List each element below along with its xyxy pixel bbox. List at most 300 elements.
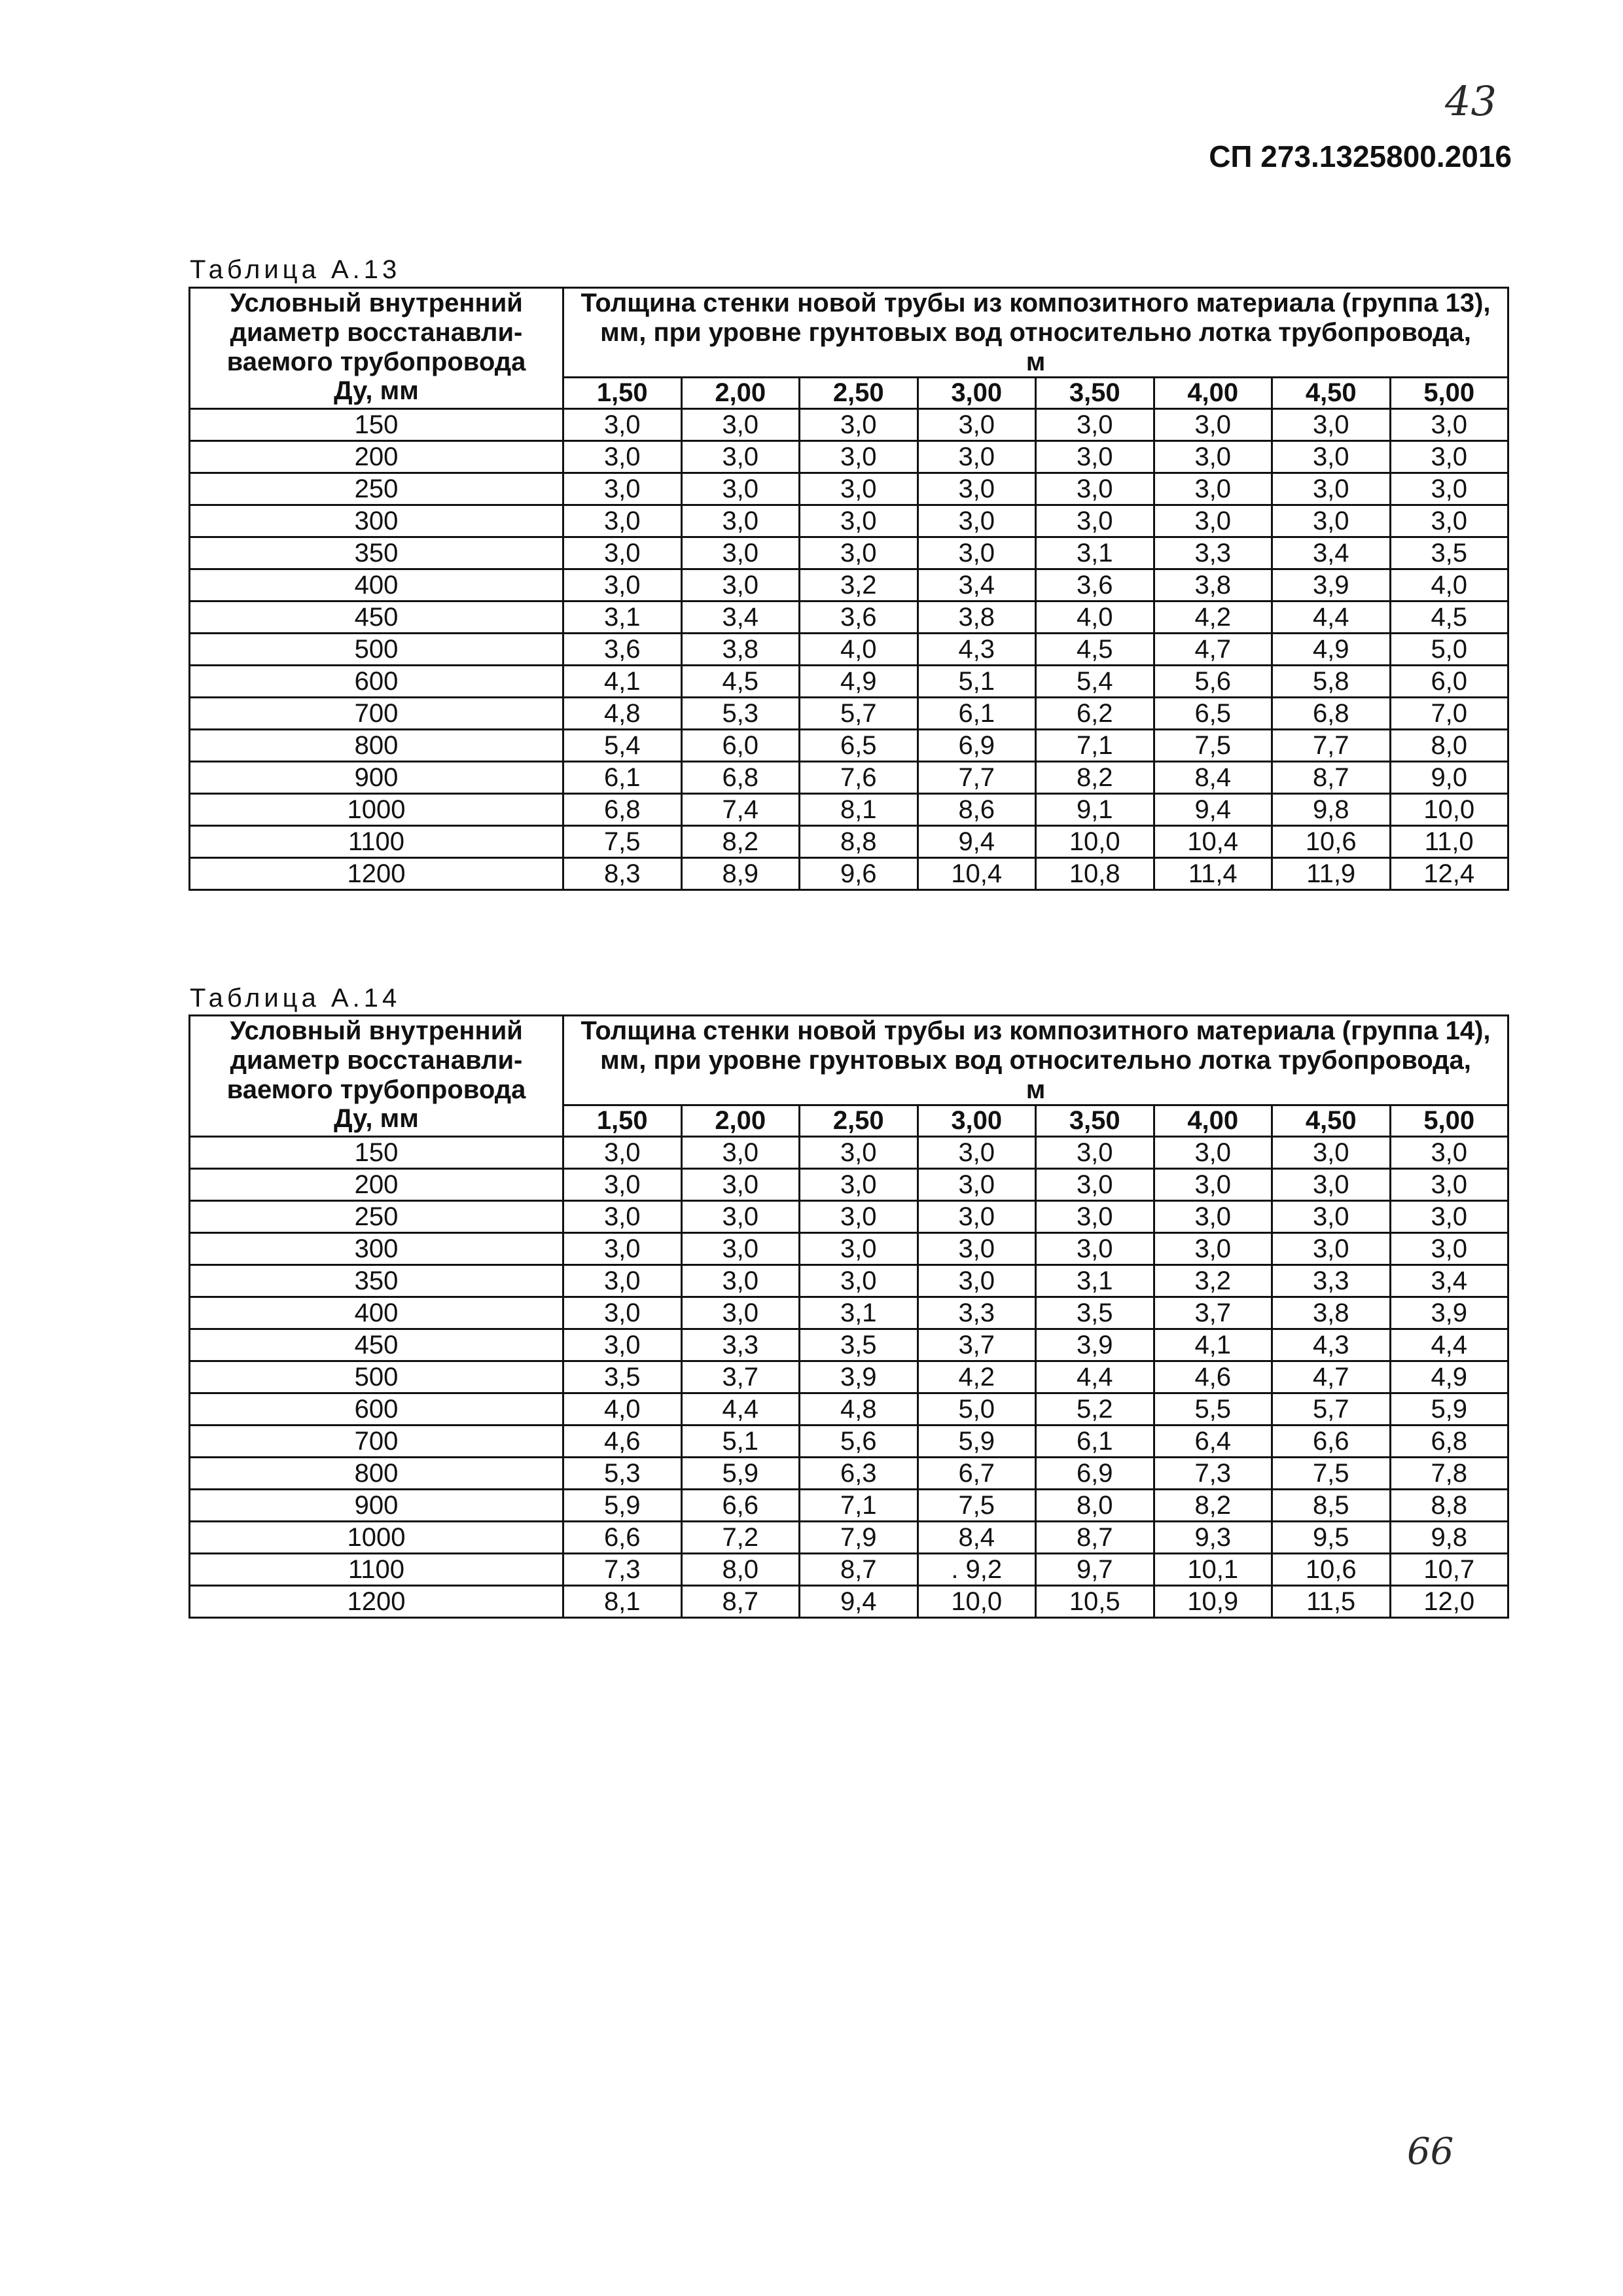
thickness-cell: 8,0 [1390,730,1508,762]
thickness-cell: 10,0 [918,1586,1036,1618]
thickness-cell: 7,0 [1390,698,1508,730]
group-header-text: Толщина стенки новой трубы из композитного материала (группа 14), мм, при [580,1016,1491,1075]
thickness-cell: 4,3 [1272,1329,1391,1361]
thickness-cell: 6,8 [563,794,682,826]
thickness-cell: 10,6 [1272,826,1391,858]
thickness-cell: 11,0 [1390,826,1508,858]
thickness-cell: 8,2 [681,826,800,858]
thickness-cell: 5,1 [681,1426,800,1458]
thickness-cell: 7,3 [1154,1458,1272,1490]
thickness-cell: 3,8 [681,634,800,666]
thickness-cell: 7,6 [800,762,918,794]
thickness-cell: 6,5 [1154,698,1272,730]
thickness-cell: 4,1 [563,666,682,698]
table-row [190,1361,1508,1393]
thickness-cell: 5,6 [1154,666,1272,698]
thickness-cell: 4,0 [800,634,918,666]
thickness-cell: 3,0 [1272,1233,1391,1265]
thickness-cell: 3,0 [918,1137,1036,1169]
thickness-cell: 3,0 [1154,441,1272,473]
group-header-thickness [563,288,1508,378]
diameter-cell: 900 [190,762,563,794]
thickness-cell: 4,4 [1272,601,1391,634]
thickness-cell: 6,2 [1036,698,1154,730]
thickness-cell: 6,8 [1390,1426,1508,1458]
diameter-cell: 400 [190,1297,563,1329]
thickness-cell: 6,1 [1036,1426,1154,1458]
thickness-cell: 9,1 [1036,794,1154,826]
thickness-cell: 4,8 [563,698,682,730]
table-row [190,441,1508,473]
thickness-cell: 4,9 [1390,1361,1508,1393]
diameter-cell: 500 [190,634,563,666]
thickness-cell: 6,0 [681,730,800,762]
level-header-cell: 2,00 [681,1105,800,1137]
thickness-cell: 3,0 [563,1265,682,1297]
group-header-unit: м [1026,1075,1046,1104]
thickness-cell: 3,9 [800,1361,918,1393]
thickness-cell: 3,1 [1036,537,1154,569]
table-row [190,505,1508,537]
group-header-text: Толщина стенки новой трубы из композитного материала (группа 13), мм, при [580,289,1491,347]
thickness-cell: 8,8 [1390,1490,1508,1522]
thickness-cell: 8,7 [1036,1522,1154,1554]
thickness-cell: 7,7 [918,762,1036,794]
thickness-cell: 3,0 [800,441,918,473]
table-row [190,1169,1508,1201]
diameter-cell: 200 [190,1169,563,1201]
level-header-cell: 4,50 [1272,1105,1391,1137]
table-row [190,1458,1508,1490]
thickness-cell: 6,5 [800,730,918,762]
thickness-cell: 3,3 [681,1329,800,1361]
thickness-cell: 5,9 [918,1426,1036,1458]
diameter-cell: 400 [190,569,563,601]
thickness-cell: 3,0 [563,1297,682,1329]
table-caption: Таблица А.14 [190,984,401,1013]
table-row [190,1329,1508,1361]
thickness-cell: 8,8 [800,826,918,858]
thickness-cell: 3,5 [563,1361,682,1393]
thickness-cell: 5,8 [1272,666,1391,698]
thickness-cell: 3,8 [1272,1297,1391,1329]
diameter-cell: 150 [190,409,563,441]
table-a14 [188,1014,1509,1619]
table-row [190,1265,1508,1297]
thickness-cell: 3,9 [1272,569,1391,601]
thickness-cell: 3,3 [1154,537,1272,569]
diameter-cell: 300 [190,1233,563,1265]
thickness-cell: 6,6 [681,1490,800,1522]
thickness-cell: 3,0 [1272,1169,1391,1201]
thickness-cell: 3,0 [681,1297,800,1329]
thickness-cell: 3,0 [681,1265,800,1297]
thickness-cell: 3,0 [563,473,682,505]
thickness-cell: 3,0 [1272,473,1391,505]
thickness-cell: 4,6 [1154,1361,1272,1393]
thickness-cell: 8,2 [1036,762,1154,794]
thickness-cell: 5,3 [563,1458,682,1490]
level-header-cell: 5,00 [1390,1105,1508,1137]
level-header-cell: 1,50 [563,1105,682,1137]
thickness-cell: 3,0 [1154,409,1272,441]
thickness-cell: 9,4 [918,826,1036,858]
thickness-cell: 10,7 [1390,1554,1508,1586]
level-header-cell: 2,50 [800,1105,918,1137]
thickness-cell: 8,6 [918,794,1036,826]
thickness-cell: 3,0 [1390,441,1508,473]
thickness-cell: 8,2 [1154,1490,1272,1522]
thickness-cell: 8,1 [800,794,918,826]
thickness-cell: 3,0 [800,1265,918,1297]
thickness-cell: 5,3 [681,698,800,730]
thickness-cell: 3,0 [918,1201,1036,1233]
thickness-cell: 9,4 [1154,794,1272,826]
thickness-cell: 3,0 [918,1233,1036,1265]
thickness-cell: 7,8 [1390,1458,1508,1490]
header-row [190,1016,1508,1105]
row-header-line: Условный внутренний [230,1016,523,1045]
thickness-cell: 3,0 [1390,1201,1508,1233]
thickness-cell: 6,1 [918,698,1036,730]
diameter-cell: 800 [190,730,563,762]
thickness-cell: 6,8 [681,762,800,794]
thickness-cell: 3,0 [1036,409,1154,441]
thickness-cell: 3,0 [681,1137,800,1169]
thickness-cell: 5,5 [1154,1393,1272,1426]
thickness-cell: 3,0 [918,1169,1036,1201]
thickness-cell: 3,0 [1390,1233,1508,1265]
thickness-cell: 3,0 [1036,505,1154,537]
thickness-cell: 4,0 [1390,569,1508,601]
thickness-cell: 4,7 [1272,1361,1391,1393]
table-row [190,698,1508,730]
thickness-cell: 7,7 [1272,730,1391,762]
group-header-bold-text: уровне грунтовых вод относительно лотка трубопровода, [708,317,1471,347]
thickness-cell: 4,9 [800,666,918,698]
thickness-cell: 12,4 [1390,858,1508,890]
thickness-cell: 5,7 [800,698,918,730]
thickness-cell: 3,0 [1272,505,1391,537]
thickness-cell: 3,0 [681,569,800,601]
thickness-cell: 8,4 [1154,762,1272,794]
thickness-cell: 5,9 [1390,1393,1508,1426]
thickness-cell: 3,6 [1036,569,1154,601]
thickness-cell: 3,0 [1272,409,1391,441]
group-header-unit: м [1026,347,1046,376]
thickness-cell: 3,3 [918,1297,1036,1329]
thickness-cell: 6,7 [918,1458,1036,1490]
diameter-cell: 1000 [190,1522,563,1554]
thickness-cell: 3,0 [563,1233,682,1265]
thickness-cell: 7,9 [800,1522,918,1554]
thickness-cell: 4,2 [918,1361,1036,1393]
thickness-cell: 9,5 [1272,1522,1391,1554]
diameter-cell: 600 [190,666,563,698]
thickness-cell: 10,5 [1036,1586,1154,1618]
thickness-cell: 10,0 [1036,826,1154,858]
diameter-cell: 200 [190,441,563,473]
thickness-cell: 3,0 [918,505,1036,537]
table-row [190,537,1508,569]
thickness-cell: 4,6 [563,1426,682,1458]
thickness-cell: 10,8 [1036,858,1154,890]
thickness-cell: 6,3 [800,1458,918,1490]
thickness-cell: 5,9 [681,1458,800,1490]
thickness-cell: 3,0 [1154,1169,1272,1201]
table-row [190,794,1508,826]
thickness-cell: 3,0 [681,1201,800,1233]
thickness-cell: 9,8 [1272,794,1391,826]
thickness-cell: 3,0 [918,441,1036,473]
thickness-cell: 4,7 [1154,634,1272,666]
table-a13 [188,287,1509,891]
level-header-cell: 3,50 [1036,378,1154,409]
level-header-cell: 2,00 [681,378,800,409]
thickness-cell: 10,0 [1390,794,1508,826]
thickness-cell: 3,0 [1390,409,1508,441]
thickness-cell: 6,9 [918,730,1036,762]
thickness-cell: 3,0 [563,1201,682,1233]
thickness-cell: 8,7 [800,1554,918,1586]
thickness-cell: 3,0 [563,505,682,537]
table-row [190,1426,1508,1458]
thickness-cell: 3,0 [681,473,800,505]
thickness-cell: . 9,2 [918,1554,1036,1586]
thickness-cell: 6,4 [1154,1426,1272,1458]
diameter-cell: 1200 [190,858,563,890]
thickness-cell: 3,0 [918,409,1036,441]
table-row [190,858,1508,890]
thickness-cell: 7,3 [563,1554,682,1586]
thickness-cell: 4,4 [1390,1329,1508,1361]
thickness-cell: 3,5 [800,1329,918,1361]
diameter-cell: 1100 [190,826,563,858]
thickness-cell: 3,0 [1036,1233,1154,1265]
table-row [190,1233,1508,1265]
table-row [190,1297,1508,1329]
diameter-cell: 1100 [190,1554,563,1586]
thickness-cell: 3,0 [563,537,682,569]
thickness-cell: 3,4 [681,601,800,634]
level-header-cell: 4,00 [1154,378,1272,409]
row-header-diameter [190,288,563,409]
thickness-cell: 7,5 [1272,1458,1391,1490]
thickness-cell: 4,5 [681,666,800,698]
thickness-cell: 7,2 [681,1522,800,1554]
thickness-cell: 3,3 [1272,1265,1391,1297]
thickness-cell: 11,5 [1272,1586,1391,1618]
thickness-cell: 5,4 [563,730,682,762]
thickness-cell: 5,0 [918,1393,1036,1426]
thickness-cell: 9,7 [1036,1554,1154,1586]
row-header-line: диаметр восстанавли- [230,1045,523,1075]
thickness-cell: 6,0 [1390,666,1508,698]
thickness-cell: 5,1 [918,666,1036,698]
thickness-cell: 3,0 [800,537,918,569]
table-row [190,1137,1508,1169]
thickness-cell: 3,0 [1154,473,1272,505]
thickness-cell: 5,2 [1036,1393,1154,1426]
thickness-cell: 3,6 [563,634,682,666]
handwritten-page-number-bottom: 66 [1407,2130,1454,2173]
document-code: СП 273.1325800.2016 [1209,139,1512,173]
diameter-cell: 1000 [190,794,563,826]
thickness-cell: 9,8 [1390,1522,1508,1554]
thickness-cell: 8,7 [681,1586,800,1618]
diameter-cell: 700 [190,698,563,730]
row-header-diameter [190,1016,563,1137]
thickness-cell: 4,5 [1390,601,1508,634]
thickness-cell: 3,0 [563,569,682,601]
thickness-cell: 4,5 [1036,634,1154,666]
thickness-cell: 3,1 [800,1297,918,1329]
level-header-cell: 4,50 [1272,378,1391,409]
table-caption: Таблица А.13 [190,255,401,284]
thickness-cell: 3,0 [681,1169,800,1201]
header-row [190,288,1508,378]
thickness-cell: 3,0 [800,1201,918,1233]
thickness-cell: 3,0 [800,1233,918,1265]
thickness-cell: 4,0 [563,1393,682,1426]
thickness-cell: 3,0 [1036,441,1154,473]
thickness-cell: 3,0 [681,441,800,473]
thickness-cell: 3,0 [681,505,800,537]
thickness-cell: 3,9 [1036,1329,1154,1361]
thickness-cell: 8,0 [1036,1490,1154,1522]
thickness-cell: 3,5 [1390,537,1508,569]
thickness-cell: 9,3 [1154,1522,1272,1554]
diameter-cell: 500 [190,1361,563,1393]
thickness-cell: 3,7 [681,1361,800,1393]
thickness-cell: 3,0 [563,1329,682,1361]
level-header-cell: 4,00 [1154,1105,1272,1137]
thickness-cell: 3,7 [918,1329,1036,1361]
diameter-cell: 350 [190,1265,563,1297]
table-row [190,634,1508,666]
table-row [190,601,1508,634]
thickness-cell: 6,6 [1272,1426,1391,1458]
table-row [190,1554,1508,1586]
thickness-cell: 3,0 [563,409,682,441]
table-row [190,666,1508,698]
table-row [190,1201,1508,1233]
thickness-cell: 3,0 [1272,441,1391,473]
thickness-cell: 3,0 [1036,1169,1154,1201]
thickness-cell: 3,0 [563,1169,682,1201]
thickness-cell: 4,8 [800,1393,918,1426]
level-header-cell: 1,50 [563,378,682,409]
diameter-cell: 300 [190,505,563,537]
table-row [190,762,1508,794]
thickness-cell: 9,6 [800,858,918,890]
table-row [190,1586,1508,1618]
level-header-cell: 3,00 [918,1105,1036,1137]
thickness-cell: 3,1 [563,601,682,634]
thickness-cell: 7,5 [563,826,682,858]
thickness-cell: 3,0 [563,1137,682,1169]
thickness-cell: 8,9 [681,858,800,890]
thickness-cell: 4,4 [681,1393,800,1426]
thickness-cell: 3,0 [1390,1169,1508,1201]
thickness-cell: 9,4 [800,1586,918,1618]
thickness-cell: 9,0 [1390,762,1508,794]
table-row [190,473,1508,505]
thickness-cell: 3,0 [1154,1137,1272,1169]
thickness-cell: 3,0 [1272,1137,1391,1169]
thickness-cell: 8,0 [681,1554,800,1586]
thickness-cell: 3,8 [918,601,1036,634]
diameter-cell: 1200 [190,1586,563,1618]
thickness-cell: 10,6 [1272,1554,1391,1586]
diameter-cell: 350 [190,537,563,569]
table-row [190,1490,1508,1522]
thickness-cell: 3,7 [1154,1297,1272,1329]
table-row [190,569,1508,601]
thickness-cell: 3,0 [1036,1201,1154,1233]
level-header-cell: 3,50 [1036,1105,1154,1137]
thickness-cell: 3,0 [800,473,918,505]
thickness-cell: 3,0 [681,537,800,569]
thickness-cell: 6,8 [1272,698,1391,730]
level-header-cell: 3,00 [918,378,1036,409]
row-header-line: ваемого трубопровода [226,1075,526,1104]
thickness-cell: 3,0 [1036,1137,1154,1169]
thickness-cell: 3,1 [1036,1265,1154,1297]
thickness-cell: 4,1 [1154,1329,1272,1361]
thickness-cell: 5,4 [1036,666,1154,698]
group-header-thickness [563,1016,1508,1105]
diameter-cell: 800 [190,1458,563,1490]
thickness-cell: 3,8 [1154,569,1272,601]
thickness-cell: 3,2 [1154,1265,1272,1297]
thickness-cell: 5,0 [1390,634,1508,666]
thickness-cell: 3,0 [918,1265,1036,1297]
thickness-cell: 3,0 [800,505,918,537]
thickness-cell: 3,0 [1154,505,1272,537]
group-header-bold-text: уровне грунтовых вод относительно лотка трубопровода, [708,1045,1471,1075]
thickness-cell: 8,4 [918,1522,1036,1554]
thickness-cell: 3,0 [918,537,1036,569]
thickness-cell: 7,5 [1154,730,1272,762]
thickness-cell: 3,0 [563,441,682,473]
diameter-cell: 450 [190,601,563,634]
diameter-cell: 600 [190,1393,563,1426]
diameter-cell: 250 [190,473,563,505]
thickness-cell: 3,0 [800,1169,918,1201]
diameter-cell: 450 [190,1329,563,1361]
thickness-cell: 3,0 [800,409,918,441]
thickness-cell: 4,2 [1154,601,1272,634]
thickness-cell: 3,4 [1272,537,1391,569]
level-header-cell: 2,50 [800,378,918,409]
thickness-cell: 10,1 [1154,1554,1272,1586]
thickness-cell: 3,0 [1272,1201,1391,1233]
thickness-cell: 4,9 [1272,634,1391,666]
diameter-cell: 700 [190,1426,563,1458]
thickness-cell: 6,6 [563,1522,682,1554]
thickness-cell: 3,0 [681,409,800,441]
diameter-cell: 900 [190,1490,563,1522]
row-header-line: ваемого трубопровода [226,347,526,376]
row-header-line: Условный внутренний [230,289,523,317]
thickness-cell: 3,0 [918,473,1036,505]
thickness-cell: 3,0 [1390,1137,1508,1169]
thickness-cell: 8,7 [1272,762,1391,794]
thickness-cell: 7,4 [681,794,800,826]
thickness-cell: 3,0 [1036,473,1154,505]
thickness-cell: 11,9 [1272,858,1391,890]
